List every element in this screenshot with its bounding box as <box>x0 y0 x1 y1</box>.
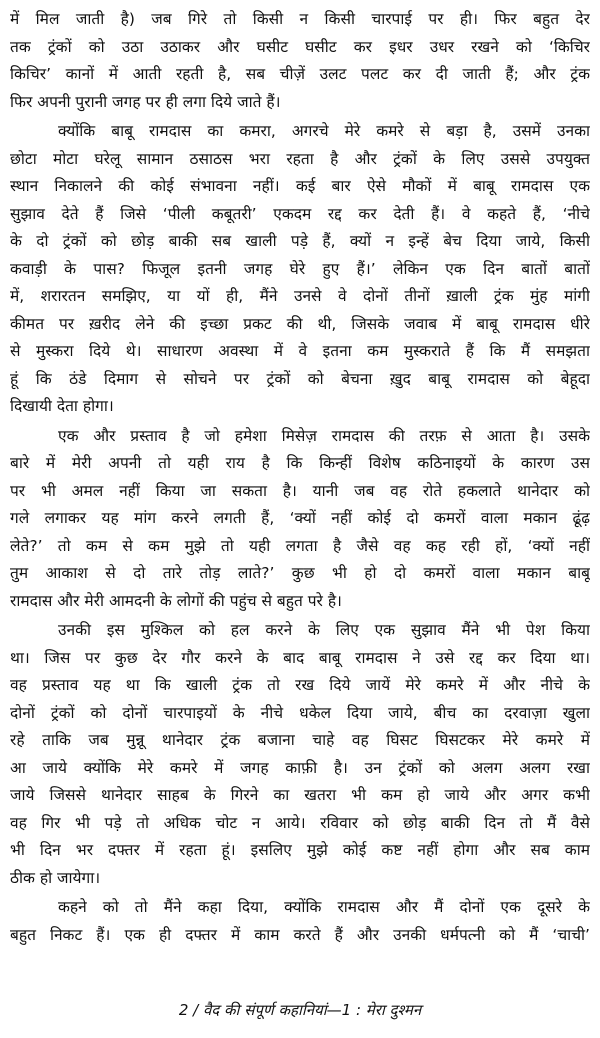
text-line: बहुत निकट हैं। एक ही दफ्तर में काम करते हैं और उनकी धर्मपत्नी को मैं ‘चाची’ <box>10 925 590 944</box>
text-line: किचिर’ कानों में आती रहती है, सब चीज़ें उलट पलट कर दी जाती हैं; और ट्रंक <box>10 65 590 83</box>
text-line: तुम आकाश से दो तारे तोड़ लाते?’ कुछ भी हो दो कमरों वाला मकान बाबू <box>10 564 590 582</box>
text-line: स्थान निकालने की कोई संभावना नहीं। कई बार ऐसे मौकों में बाबू रामदास एक <box>10 177 590 195</box>
paragraph <box>10 118 590 421</box>
text-line: था। जिस पर कुछ देर गौर करने के बाद बाबू रामदास ने उसे रद्द कर दिया था। <box>10 648 590 667</box>
text-line: के दो ट्रंकों को छोड़ बाकी सब खाली पड़े हैं, क्यों न इन्हें बेच दिया जाये, किसी <box>10 232 590 250</box>
paragraph <box>10 423 590 616</box>
text-line: दिखायी देता होगा। <box>10 397 114 415</box>
text-line: छोटा मोटा घरेलू सामान ठसाठस भरा रहता है और ट्रंकों के लिए उससे उपयुक्त <box>10 149 590 168</box>
text-line: दोनों ट्रंकों को दोनों चारपाइयों के नीचे धकेल दिया जाये, बीच का दरवाज़ा खुला <box>10 703 590 722</box>
text-line: उनकी इस मुश्किल को हल करने के लिए एक सुझाव मैंने भी पेश किया <box>58 621 590 639</box>
text-line: लेते?’ तो कम से कम मुझे तो यही लगता है जैसे वह कह रही हों, ‘क्यों नहीं <box>10 536 590 555</box>
text-line: कीमत पर ख़रीद लेने की इच्छा प्रकट की थी, जिसके जवाब में बाबू रामदास धीरे <box>10 314 590 333</box>
text-line: वह प्रस्ताव यह था कि खाली ट्रंक तो रख दिये जायें मेरे कमरे में और नीचे के <box>10 676 590 694</box>
text-line: में, शरारतन समझिए, या यों ही, मैंने उनसे वे दोनों तीनों ख़ाली ट्रंक मुंह मांगी <box>10 287 590 305</box>
text-line: रहे ताकि जब मुन्नू थानेदार ट्रंक बजाना चाहे वह घिसट घिसटकर मेरे कमरे में <box>10 731 590 749</box>
text-line: जाये जिससे थानेदार साहब के गिरने का खतरा भी कम हो जाये और अगर कभी <box>10 786 590 804</box>
text-line: तक ट्रंकों को उठा उठाकर और घसीट घसीट कर इधर उधर रखने को ‘किचिर <box>10 37 590 56</box>
text-line: कवाड़ी के पास? फिजूल इतनी जगह घेरे हुए हैं।’ लेकिन एक दिन बातों बातों <box>10 259 590 278</box>
text-line: सुझाव देते हैं जिसे ‘पीली कबूतरी’ एकदम रद्द कर देती हैं। वे कहते हैं, ‘नीचे <box>10 204 590 223</box>
text-line: फिर अपनी पुरानी जगह पर ही लगा दिये जाते हैं। <box>10 92 281 111</box>
page-body <box>10 6 590 949</box>
paragraph <box>10 894 590 949</box>
text-line: हूं कि ठंडे दिमाग से सोचने पर ट्रंकों को बेचना ख़ुद बाबू रामदास को बेहूदा <box>10 369 590 388</box>
text-line: आ जाये क्योंकि मेरे कमरे में जगह काफ़ी है। उन ट्रंकों को अलग अलग रखा <box>10 758 590 777</box>
text-line: रामदास और मेरी आमदनी के लोगों की पहुंच से बहुत परे है। <box>10 591 342 610</box>
text-line: गले लगाकर यह मांग करने लगती हैं, ‘क्यों नहीं कोई दो कमरों वाला मकान ढूंढ़ <box>10 509 590 527</box>
text-line: बारे में मेरी अपनी तो यही राय है कि किन्हीं विशेष कठिनाइयों के कारण उस <box>10 454 590 472</box>
paragraph <box>10 617 590 892</box>
paragraph <box>10 6 590 116</box>
text-line: पर भी अमल नहीं किया जा सकता है। यानी जब वह रोते हकलाते थानेदार को <box>10 481 590 500</box>
text-line: ठीक हो जायेगा। <box>10 868 101 887</box>
text-line: कहने को तो मैंने कहा दिया, क्योंकि रामदास और मैं दोनों एक दूसरे के <box>58 898 590 916</box>
text-line: क्योंकि बाबू रामदास का कमरा, अगरचे मेरे कमरे से बड़ा है, उसमें उनका <box>58 122 590 140</box>
text-line: से मुस्करा दिये थे। साधारण अवस्था में वे इतना कम मुस्कराते हैं कि मैं समझता <box>10 342 590 360</box>
text-line: वह गिर भी पड़े तो अधिक चोट न आये। रविवार को छोड़ बाकी दिन तो मैं वैसे <box>10 813 590 832</box>
page-footer: 2 / वैद की संपूर्ण कहानियां—1 : मेरा दुश्मन <box>178 1001 422 1019</box>
text-line: में मिल जाती है) जब गिरे तो किसी न किसी चारपाई पर ही। फिर बहुत देर <box>10 10 590 28</box>
text-line: एक और प्रस्ताव है जो हमेशा मिसेज़ रामदास की तरफ़ से आता है। उसके <box>58 426 590 445</box>
text-line: भी दिन भर दफ्तर में रहता हूं। इसलिए मुझे कोई कष्ट नहीं होगा और सब काम <box>10 841 590 859</box>
